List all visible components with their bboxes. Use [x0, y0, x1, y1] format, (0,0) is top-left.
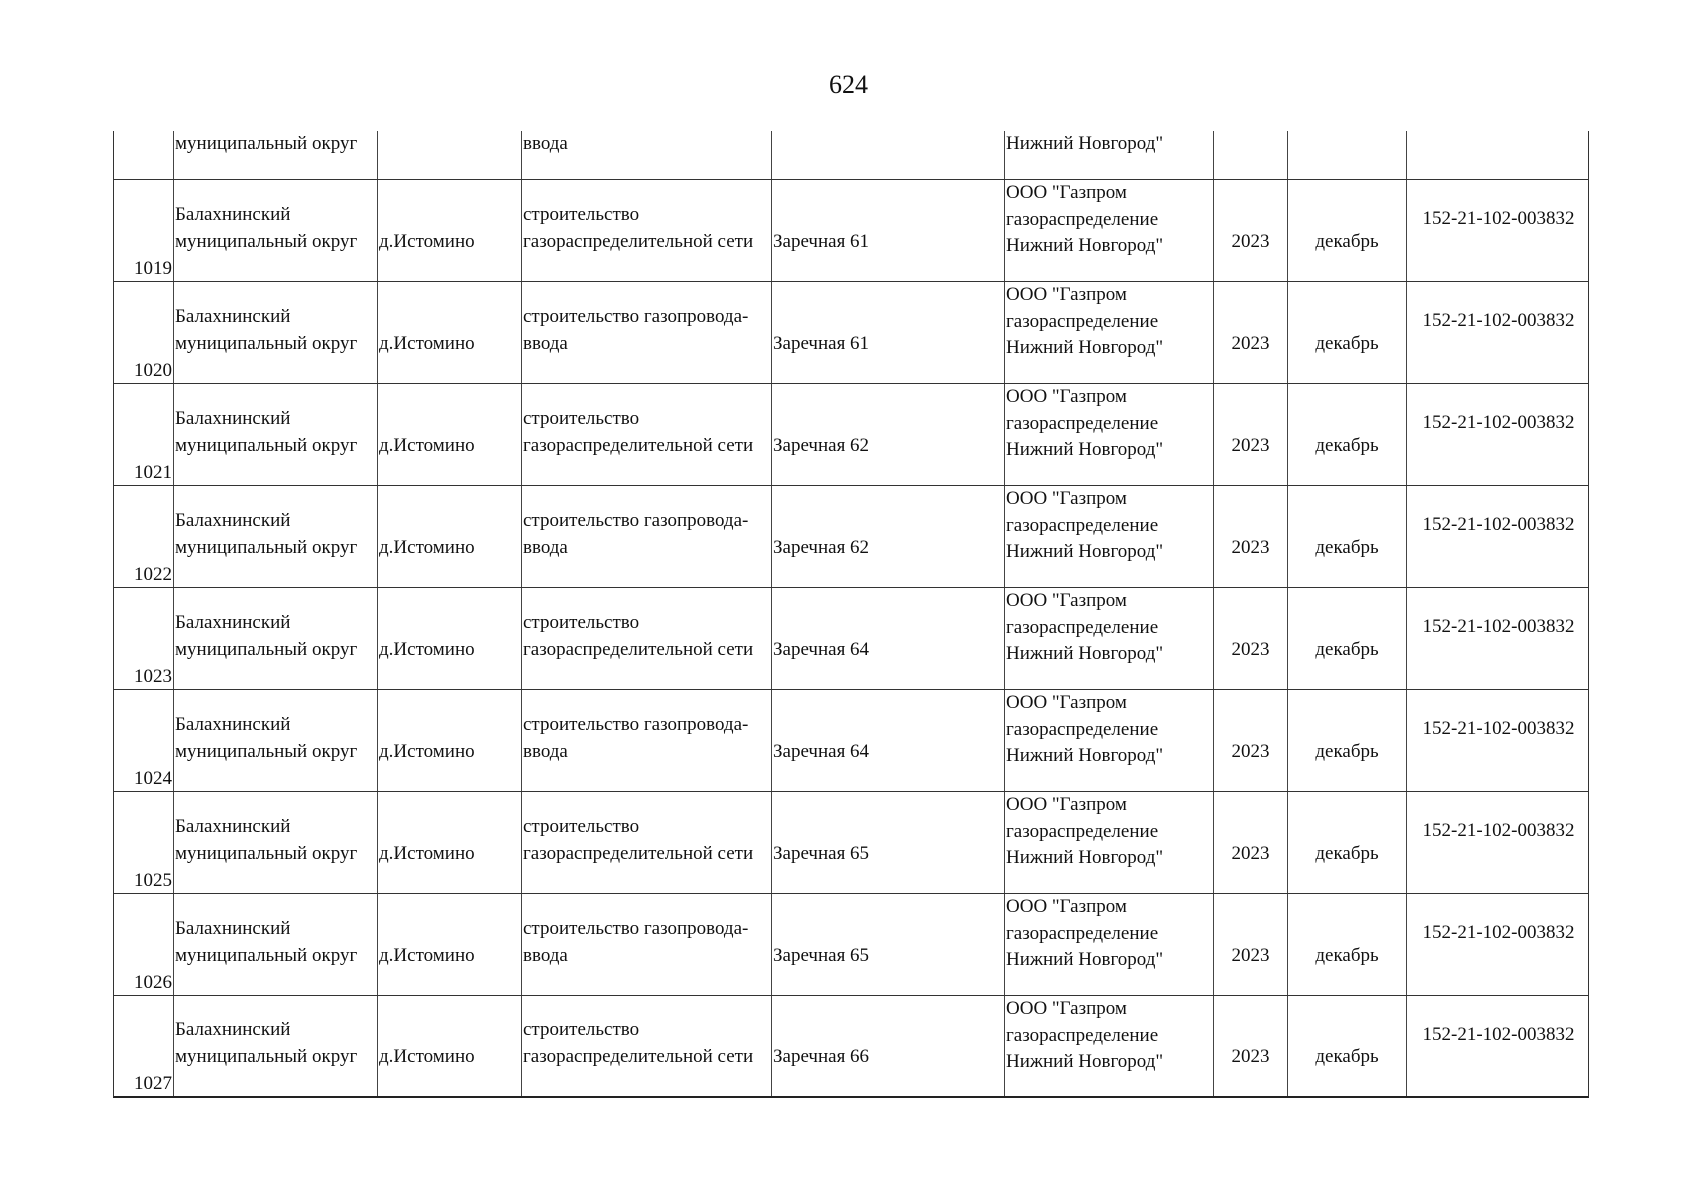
district-text — [175, 1017, 377, 1070]
table-row — [113, 690, 1589, 792]
org-line-3: Нижний Новгород" — [1006, 439, 1164, 460]
work-text — [523, 916, 771, 969]
cell-work — [521, 384, 771, 485]
org-line-3: Нижний Новгород" — [1006, 1051, 1164, 1072]
cell-code — [1406, 282, 1590, 383]
cell-year — [1213, 486, 1287, 587]
cell-month — [1287, 588, 1406, 689]
code-text: 152-21-102-003832 — [1422, 1024, 1575, 1045]
row-number: 1020 — [134, 359, 172, 381]
work-line-1: строительство — [523, 408, 640, 429]
address-text: Заречная 65 — [773, 842, 870, 864]
work-text — [523, 406, 771, 459]
org-line-1: ООО "Газпром — [1006, 590, 1127, 611]
cell-code — [1406, 792, 1590, 893]
work-line-1: строительство газопровода- — [523, 714, 749, 735]
cell-year — [1213, 131, 1287, 179]
cell-month — [1287, 690, 1406, 791]
org-line-3: Нижний Новгород" — [1006, 847, 1164, 868]
year-text: 2023 — [1231, 332, 1270, 354]
cell-num — [114, 996, 173, 1096]
year-text: 2023 — [1231, 230, 1270, 252]
cell-village — [377, 180, 521, 281]
code-text: 152-21-102-003832 — [1422, 208, 1575, 229]
org-line-1: ООО "Газпром — [1006, 896, 1127, 917]
cell-num — [114, 792, 173, 893]
month-text: декабрь — [1315, 842, 1379, 864]
cell-address — [771, 996, 1004, 1096]
cell-code — [1406, 996, 1590, 1096]
code-text: 152-21-102-003832 — [1422, 616, 1575, 637]
cell-month — [1287, 486, 1406, 587]
org-line-1: ООО "Газпром — [1006, 284, 1127, 305]
cell-district — [173, 180, 377, 281]
year-text: 2023 — [1231, 638, 1270, 660]
cell-district — [173, 894, 377, 995]
address-text: Заречная 66 — [773, 1045, 870, 1067]
cell-org — [1004, 894, 1213, 995]
cell-year — [1213, 894, 1287, 995]
cell-work — [521, 486, 771, 587]
village-text: д.Истомино — [379, 740, 475, 762]
org-line-3: Нижний Новгород" — [1006, 745, 1164, 766]
cell-code — [1406, 486, 1590, 587]
cell-district — [173, 588, 377, 689]
year-text: 2023 — [1231, 944, 1270, 966]
cell-district — [173, 282, 377, 383]
cell-year — [1213, 384, 1287, 485]
cell-address — [771, 894, 1004, 995]
district-text — [175, 610, 377, 663]
work-text — [523, 814, 771, 867]
work-line-2: газораспределительной сети — [523, 638, 754, 660]
cell-work — [521, 282, 771, 383]
work-text: ввода — [523, 133, 568, 154]
cell-work — [521, 792, 771, 893]
table-row — [113, 894, 1589, 996]
year-text: 2023 — [1231, 842, 1270, 864]
district-line-2: муниципальный округ — [175, 842, 358, 864]
org-line-2: газораспределение — [1006, 208, 1159, 230]
district-line-2: муниципальный округ — [175, 536, 358, 558]
month-text: декабрь — [1315, 434, 1379, 456]
district-line-2: муниципальный округ — [175, 332, 358, 354]
district-line-2: муниципальный округ — [175, 740, 358, 762]
cell-year — [1213, 690, 1287, 791]
cell-code — [1406, 690, 1590, 791]
village-text: д.Истомино — [379, 1045, 475, 1067]
org-text: Нижний Новгород" — [1006, 133, 1164, 154]
row-number: 1026 — [134, 971, 172, 993]
cell-year — [1213, 996, 1287, 1096]
row-number: 1024 — [134, 767, 172, 789]
cell-district — [173, 690, 377, 791]
table-row — [113, 996, 1589, 1098]
cell-work — [521, 894, 771, 995]
cell-district — [173, 384, 377, 485]
cell-num — [114, 690, 173, 791]
cell-village — [377, 792, 521, 893]
cell-village — [377, 131, 521, 179]
cell-address — [771, 282, 1004, 383]
month-text: декабрь — [1315, 332, 1379, 354]
cell-month — [1287, 384, 1406, 485]
row-number: 1023 — [134, 665, 172, 687]
org-line-1: ООО "Газпром — [1006, 692, 1127, 713]
org-line-2: газораспределение — [1006, 412, 1159, 434]
cell-village — [377, 588, 521, 689]
district-text — [175, 406, 377, 459]
month-text: декабрь — [1315, 536, 1379, 558]
cell-village — [377, 690, 521, 791]
cell-month — [1287, 180, 1406, 281]
org-text — [1006, 690, 1213, 770]
address-text: Заречная 62 — [773, 434, 870, 456]
cell-address — [771, 690, 1004, 791]
district-line-2: муниципальный округ — [175, 1045, 358, 1067]
org-line-3: Нижний Новгород" — [1006, 541, 1164, 562]
district-line-1: Балахнинский — [175, 1019, 291, 1040]
cell-num — [114, 282, 173, 383]
gasification-table — [113, 131, 1589, 1098]
cell-work — [521, 131, 771, 179]
cell-month — [1287, 792, 1406, 893]
district-line-1: Балахнинский — [175, 510, 291, 531]
code-text: 152-21-102-003832 — [1422, 718, 1575, 739]
org-line-1: ООО "Газпром — [1006, 794, 1127, 815]
work-line-1: строительство — [523, 612, 640, 633]
work-line-2: ввода — [523, 944, 568, 966]
cell-num — [114, 588, 173, 689]
cell-code — [1406, 588, 1590, 689]
cell-org — [1004, 486, 1213, 587]
table-row — [113, 384, 1589, 486]
org-text — [1006, 996, 1213, 1076]
district-text — [175, 712, 377, 765]
cell-org — [1004, 588, 1213, 689]
cell-work — [521, 690, 771, 791]
cell-address — [771, 792, 1004, 893]
work-line-1: строительство газопровода- — [523, 510, 749, 531]
org-line-3: Нижний Новгород" — [1006, 643, 1164, 664]
cell-num — [114, 131, 173, 179]
org-line-3: Нижний Новгород" — [1006, 949, 1164, 970]
org-line-3: Нижний Новгород" — [1006, 235, 1164, 256]
district-line-2: муниципальный округ — [175, 638, 358, 660]
cell-org — [1004, 282, 1213, 383]
cell-month — [1287, 282, 1406, 383]
work-line-2: газораспределительной сети — [523, 842, 754, 864]
cell-district — [173, 996, 377, 1096]
work-text — [523, 508, 771, 561]
village-text: д.Истомино — [379, 230, 475, 252]
year-text: 2023 — [1231, 1045, 1270, 1067]
cell-month — [1287, 996, 1406, 1096]
work-line-1: строительство газопровода- — [523, 306, 749, 327]
org-text — [1006, 894, 1213, 974]
year-text: 2023 — [1231, 536, 1270, 558]
district-line-1: Балахнинский — [175, 714, 291, 735]
cell-org — [1004, 180, 1213, 281]
org-text — [1006, 282, 1213, 362]
address-text: Заречная 61 — [773, 332, 870, 354]
org-line-2: газораспределение — [1006, 616, 1159, 638]
village-text: д.Истомино — [379, 638, 475, 660]
year-text: 2023 — [1231, 740, 1270, 762]
code-text: 152-21-102-003832 — [1422, 310, 1575, 331]
district-line-1: Балахнинский — [175, 918, 291, 939]
org-line-1: ООО "Газпром — [1006, 386, 1127, 407]
village-text: д.Истомино — [379, 842, 475, 864]
org-line-1: ООО "Газпром — [1006, 488, 1127, 509]
cell-year — [1213, 180, 1287, 281]
row-number: 1021 — [134, 461, 172, 483]
cell-village — [377, 894, 521, 995]
work-line-2: газораспределительной сети — [523, 230, 754, 252]
cell-month — [1287, 131, 1406, 179]
work-line-2: ввода — [523, 536, 568, 558]
table-row — [113, 792, 1589, 894]
work-text — [523, 712, 771, 765]
cell-village — [377, 282, 521, 383]
org-text — [1006, 384, 1213, 464]
work-text — [523, 304, 771, 357]
year-text: 2023 — [1231, 434, 1270, 456]
village-text: д.Истомино — [379, 944, 475, 966]
cell-code — [1406, 384, 1590, 485]
cell-num — [114, 384, 173, 485]
work-text — [523, 202, 771, 255]
work-line-1: строительство газопровода- — [523, 918, 749, 939]
district-line-2: муниципальный округ — [175, 230, 358, 252]
address-text: Заречная 62 — [773, 536, 870, 558]
month-text: декабрь — [1315, 944, 1379, 966]
work-text — [523, 610, 771, 663]
org-text — [1006, 180, 1213, 260]
district-line-1: Балахнинский — [175, 306, 291, 327]
district-text — [175, 202, 377, 255]
address-text: Заречная 61 — [773, 230, 870, 252]
org-line-3: Нижний Новгород" — [1006, 337, 1164, 358]
district-line-1: Балахнинский — [175, 408, 291, 429]
district-line-1: Балахнинский — [175, 204, 291, 225]
cell-code — [1406, 131, 1590, 179]
work-text — [523, 1017, 771, 1070]
cell-month — [1287, 894, 1406, 995]
district-text — [175, 304, 377, 357]
org-line-1: ООО "Газпром — [1006, 998, 1127, 1019]
work-line-2: газораспределительной сети — [523, 1045, 754, 1067]
district-line-1: Балахнинский — [175, 816, 291, 837]
cell-work — [521, 996, 771, 1096]
code-text: 152-21-102-003832 — [1422, 922, 1575, 943]
cell-address — [771, 486, 1004, 587]
district-text — [175, 916, 377, 969]
org-text — [1006, 588, 1213, 668]
work-line-2: газораспределительной сети — [523, 434, 754, 456]
org-text — [1006, 486, 1213, 566]
cell-code — [1406, 894, 1590, 995]
row-number: 1027 — [134, 1072, 172, 1094]
cell-district — [173, 486, 377, 587]
row-number: 1022 — [134, 563, 172, 585]
cell-district — [173, 792, 377, 893]
cell-org — [1004, 131, 1213, 179]
org-line-2: газораспределение — [1006, 718, 1159, 740]
table-row — [113, 486, 1589, 588]
org-line-2: газораспределение — [1006, 820, 1159, 842]
table-row — [113, 180, 1589, 282]
cell-num — [114, 180, 173, 281]
district-text — [175, 508, 377, 561]
cell-work — [521, 180, 771, 281]
work-line-1: строительство — [523, 1019, 640, 1040]
org-line-2: газораспределение — [1006, 922, 1159, 944]
district-line-2: муниципальный округ — [175, 434, 358, 456]
district-text — [175, 814, 377, 867]
work-line-1: строительство — [523, 816, 640, 837]
work-line-1: строительство — [523, 204, 640, 225]
cell-village — [377, 996, 521, 1096]
district-line-1: Балахнинский — [175, 612, 291, 633]
cell-year — [1213, 792, 1287, 893]
village-text: д.Истомино — [379, 332, 475, 354]
work-line-2: ввода — [523, 740, 568, 762]
row-number: 1019 — [134, 257, 172, 279]
page-number: 624 — [829, 70, 868, 99]
village-text: д.Истомино — [379, 536, 475, 558]
cell-year — [1213, 588, 1287, 689]
table-row-continuation — [113, 131, 1589, 180]
org-line-2: газораспределение — [1006, 310, 1159, 332]
cell-num — [114, 894, 173, 995]
table-row — [113, 588, 1589, 690]
org-line-2: газораспределение — [1006, 514, 1159, 536]
table-row — [113, 282, 1589, 384]
code-text: 152-21-102-003832 — [1422, 514, 1575, 535]
org-line-1: ООО "Газпром — [1006, 182, 1127, 203]
cell-address — [771, 180, 1004, 281]
cell-org — [1004, 384, 1213, 485]
cell-num — [114, 486, 173, 587]
code-text: 152-21-102-003832 — [1422, 412, 1575, 433]
cell-district — [173, 131, 377, 179]
org-text — [1006, 792, 1213, 872]
cell-village — [377, 384, 521, 485]
cell-org — [1004, 996, 1213, 1096]
cell-org — [1004, 690, 1213, 791]
work-line-2: ввода — [523, 332, 568, 354]
village-text: д.Истомино — [379, 434, 475, 456]
cell-work — [521, 588, 771, 689]
org-line-2: газораспределение — [1006, 1024, 1159, 1046]
cell-address — [771, 384, 1004, 485]
address-text: Заречная 64 — [773, 740, 870, 762]
month-text: декабрь — [1315, 1045, 1379, 1067]
cell-year — [1213, 282, 1287, 383]
month-text: декабрь — [1315, 740, 1379, 762]
address-text: Заречная 64 — [773, 638, 870, 660]
cell-address — [771, 131, 1004, 179]
code-text: 152-21-102-003832 — [1422, 820, 1575, 841]
month-text: декабрь — [1315, 230, 1379, 252]
cell-code — [1406, 180, 1590, 281]
district-text: муниципальный округ — [175, 133, 358, 154]
row-number: 1025 — [134, 869, 172, 891]
cell-org — [1004, 792, 1213, 893]
address-text: Заречная 65 — [773, 944, 870, 966]
cell-village — [377, 486, 521, 587]
month-text: декабрь — [1315, 638, 1379, 660]
district-line-2: муниципальный округ — [175, 944, 358, 966]
cell-address — [771, 588, 1004, 689]
